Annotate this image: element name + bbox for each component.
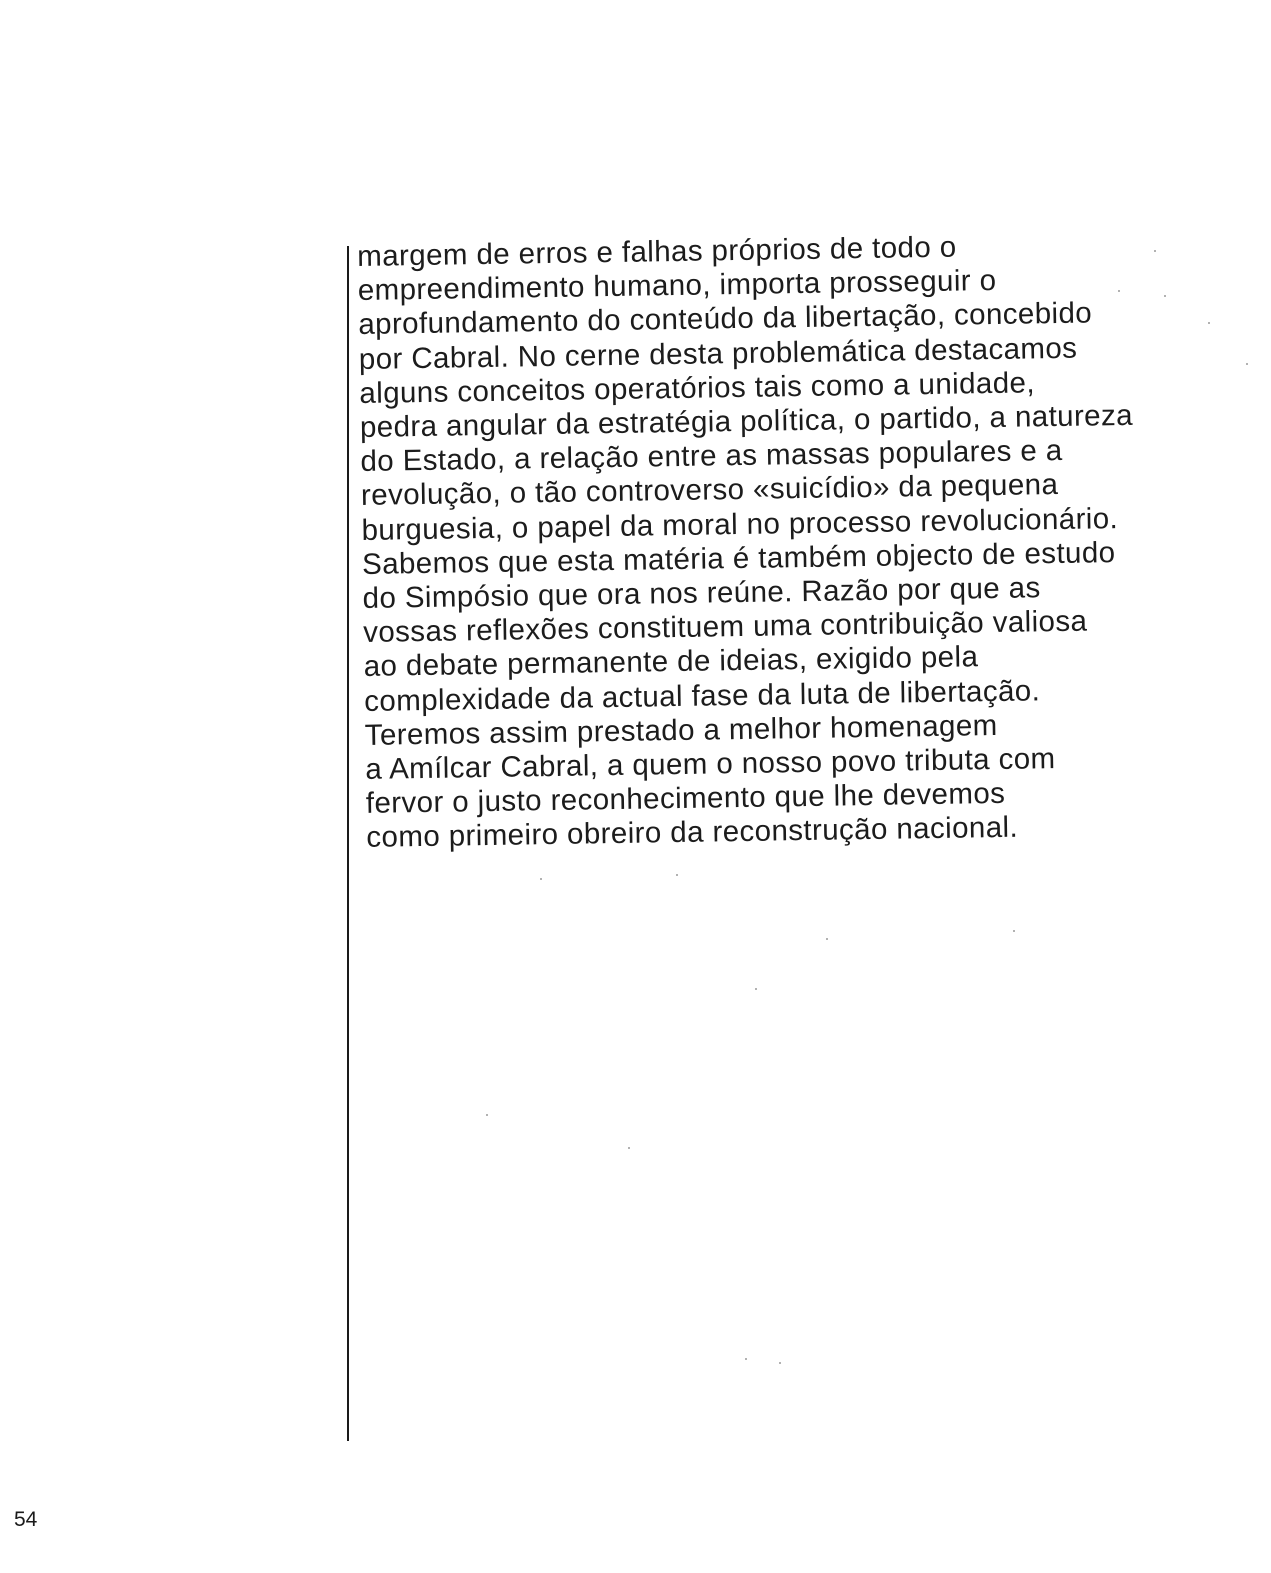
text-line: por Cabral. No cerne desta problemática destacamos [358, 331, 1078, 376]
text-line: complexidade da actual fase da luta de libertação. [363, 673, 1041, 718]
scan-speck [1013, 930, 1015, 932]
scan-speck [779, 1362, 781, 1364]
text-line: ao debate permanente de ideias, exigido pela [363, 640, 979, 684]
scan-speck [676, 874, 678, 876]
scan-speck [1246, 363, 1248, 365]
page-number: 54 [14, 1508, 38, 1531]
scan-speck [826, 938, 828, 940]
text-line: Teremos assim prestado a melhor homenagem [364, 708, 998, 752]
text-line: a Amílcar Cabral, a quem o nosso povo tributa com [365, 742, 1056, 786]
text-line: margem de erros e falhas próprios de todo o [357, 230, 957, 273]
scan-speck [486, 1114, 488, 1116]
scan-speck [1118, 290, 1120, 292]
margin-rule [347, 246, 349, 1441]
text-line: do Estado, a relação entre as massas populares e a [360, 434, 1063, 479]
text-line: pedra angular da estratégia política, o partido, a natureza [359, 398, 1134, 444]
text-line: empreendimento humano, importa prosseguir o [357, 264, 997, 308]
text-line: do Simpósio que ora nos reúne. Razão por que as [362, 571, 1041, 615]
scan-speck [1154, 250, 1156, 252]
scan-speck [628, 1147, 630, 1149]
text-line: como primeiro obreiro da reconstrução nacional. [366, 811, 1019, 855]
scan-speck [755, 988, 757, 990]
scan-speck [1164, 295, 1166, 297]
text-line: vossas reflexões constituem uma contribuição valiosa [362, 604, 1088, 650]
text-line: aprofundamento do conteúdo da libertação, concebido [358, 296, 1093, 342]
text-line: burguesia, o papel da moral no processo revolucionário. [361, 501, 1119, 547]
text-line: revolução, o tão controverso «suicídio» da pequena [360, 468, 1059, 513]
scan-speck [1208, 322, 1210, 324]
scan-speck [540, 878, 542, 880]
scan-speck [745, 1358, 747, 1360]
body-text [357, 226, 1267, 856]
text-line: fervor o justo reconhecimento que lhe devemos [365, 777, 1006, 821]
text-line: alguns conceitos operatórios tais como a unidade, [359, 366, 1036, 410]
text-line: Sabemos que esta matéria é também objecto de estudo [361, 535, 1116, 581]
